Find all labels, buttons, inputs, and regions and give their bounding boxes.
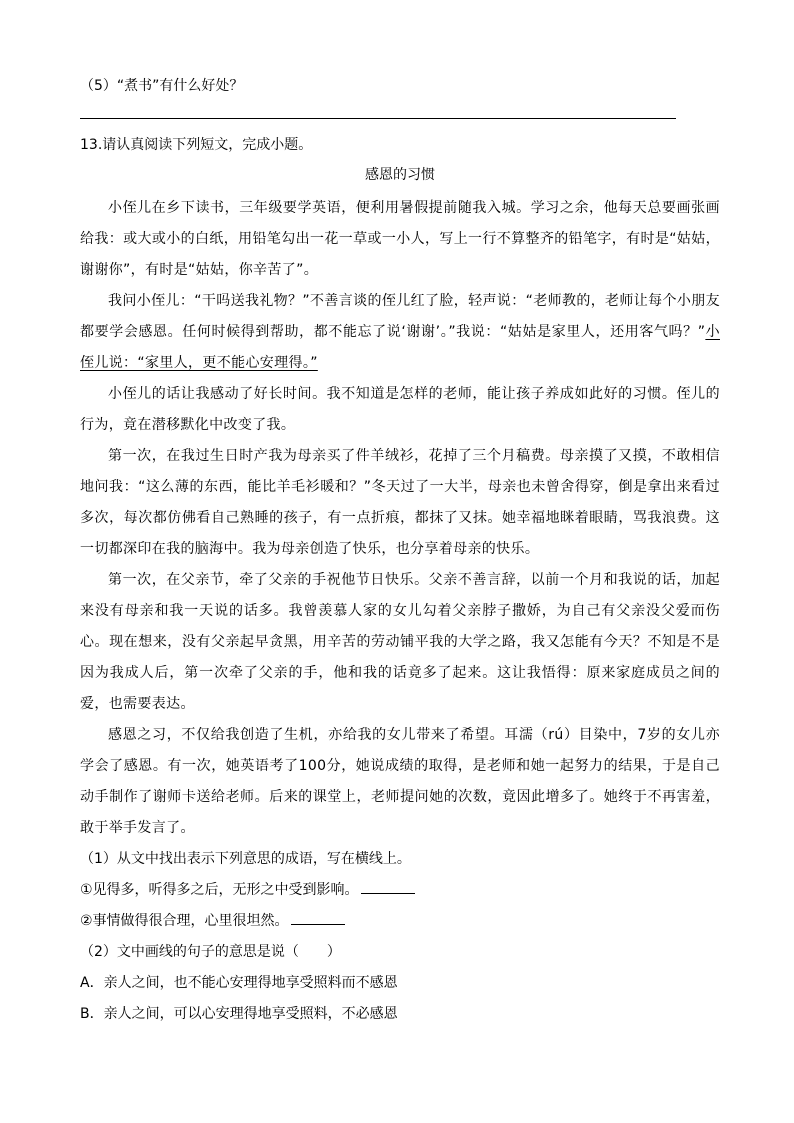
- subquestion-1-item-b: [80, 906, 720, 937]
- passage-paragraph-1: 小侄儿在乡下读书，三年级要学英语，便利用暑假提前随我入城。学习之余，他每天总要画张画给我：或大或小的白纸，用铅笔勾出一花一草或一小人，写上一行不算整齐的铅笔字，有时是“姑姑，谢谢你”，有时是“姑姑，你辛苦了”。: [80, 200, 720, 278]
- underlined-sentence: 小侄儿说：“家里人，更不能心安理得。”: [80, 324, 720, 371]
- question-13-intro: 13.请认真阅读下列短文，完成小题。: [80, 137, 313, 153]
- passage-paragraph-2: [80, 286, 720, 379]
- item-a-text: ①见得多，听得多之后，无形之中受到影响。: [80, 882, 359, 898]
- option-a[interactable]: A．亲人之间，也不能心安理得地享受照料而不感恩: [80, 975, 398, 991]
- subquestion-1: （1）从文中找出表示下列意思的成语，写在横线上。: [80, 851, 411, 867]
- passage-paragraph-3: 小侄儿的话让我感动了好长时间。我不知道是怎样的老师，能让孩子养成如此好的习惯。侄儿的行为，竟在潜移默化中改变了我。: [80, 386, 720, 433]
- subquestion-2: （2）文中画线的句子的意思是说（ ）: [80, 944, 341, 960]
- passage-paragraph-6: 感恩之习，不仅给我创造了生机，亦给我的女儿带来了希望。耳濡（rú）目染中，7岁的女儿亦学会了感恩。有一次，她英语考了100分，她说成绩的取得，是老师和她一起努力的结果，于是自己动手制作了谢师卡送给老师。后来的课堂上，老师提问她的次数，竟因此增多了。她终于不再害羞，敢于举手发言了。: [80, 727, 720, 836]
- document-page: [80, 76, 720, 1030]
- passage-title: 感恩的习惯: [365, 167, 435, 183]
- subquestion-1-item-a: [80, 875, 720, 906]
- item-b-text: ②事情做得很合理，心里很坦然。: [80, 913, 289, 929]
- answer-blank-a[interactable]: [361, 879, 415, 894]
- paragraph-2-text: 我问小侄儿：“干吗送我礼物？”不善言谈的侄儿红了脸，轻声说：“老师教的，老师让每个小朋友都要学会感恩。任何时候得到帮助，都不能忘了说‘谢谢’。”我说：“姑姑是家里人，还用客气吗？”: [80, 293, 720, 340]
- answer-blank-b[interactable]: [291, 910, 345, 925]
- passage-paragraph-4: 第一次，在我过生日时产我为母亲买了件羊绒衫，花掉了三个月稿费。母亲摸了又摸，不敢相信地问我：“这么薄的东西，能比羊毛衫暖和？”冬天过了一大半，母亲也未曾舍得穿，倒是拿出来看过多次，每次都仿佛看自己熟睡的孩子，有一点折痕，都抹了又抹。她幸福地眯着眼睛，骂我浪费。这一切都深印在我的脑海中。我为母亲创造了快乐，也分享着母亲的快乐。: [80, 448, 720, 557]
- option-b[interactable]: B．亲人之间，可以心安理得地享受照料，不必感恩: [80, 1006, 398, 1022]
- passage-paragraph-5: 第一次，在父亲节，牵了父亲的手祝他节日快乐。父亲不善言辞，以前一个月和我说的话，加起来没有母亲和我一天说的话多。我曾羡慕人家的女儿勾着父亲脖子撒娇，为自己有父亲没父爱而伤心。现在想来，没有父亲起早贪黑，用辛苦的劳动铺平我的大学之路，我又怎能有今天？不知是不是因为我成人后，第一次牵了父亲的手，他和我的话竟多了起来。这让我悟得：原来家庭成员之间的爱，也需要表达。: [80, 572, 720, 712]
- answer-line[interactable]: [80, 118, 676, 119]
- question-5-prompt: （5）“煮书”有什么好处？: [80, 78, 244, 94]
